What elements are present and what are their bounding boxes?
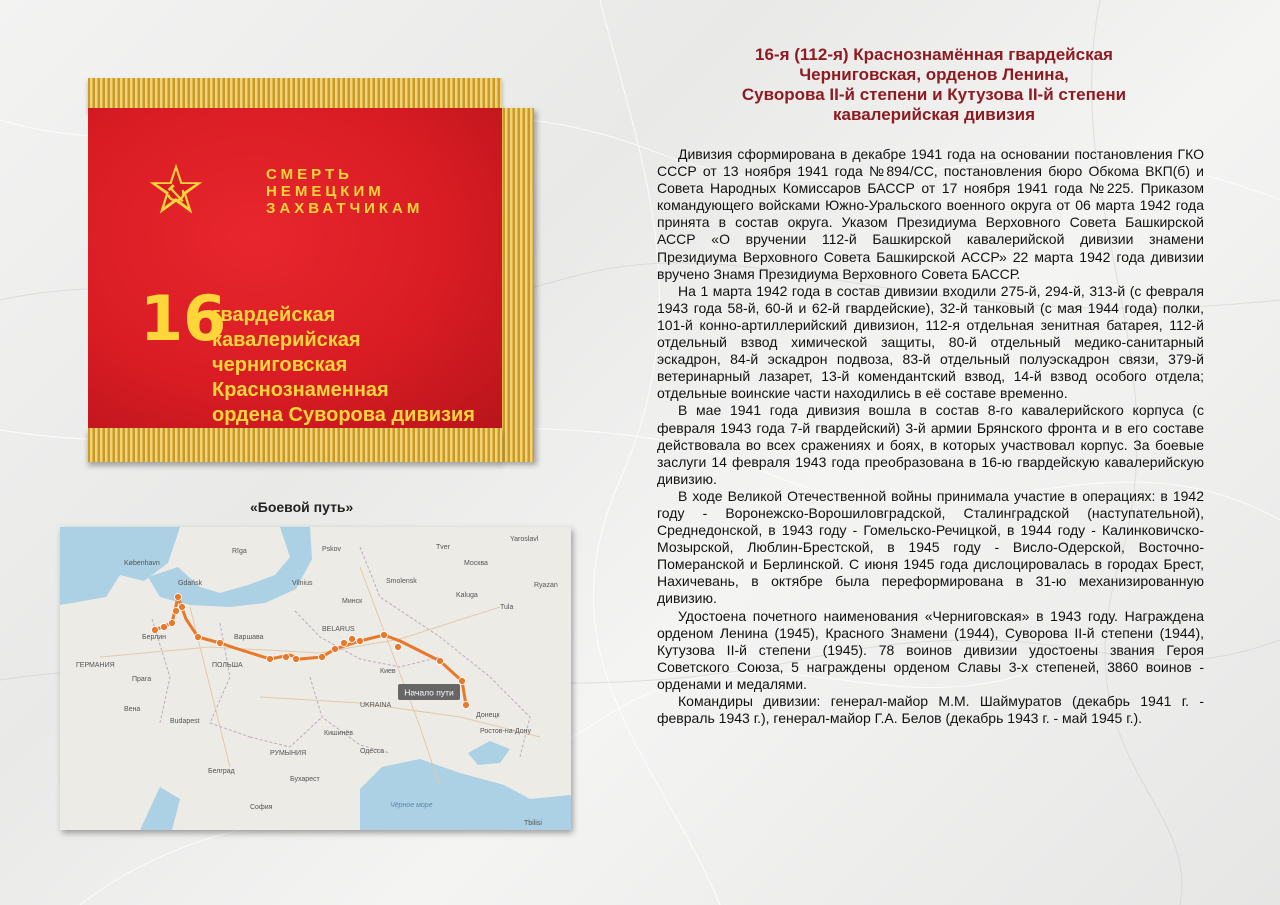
route-pin: [463, 702, 470, 709]
map-label: Tbilisi: [524, 820, 542, 827]
route-pin: [319, 654, 326, 661]
division-line: Краснознаменная: [212, 379, 389, 401]
division-line: гвардейская: [212, 304, 336, 326]
banner-fringe-bottom: [88, 428, 502, 462]
route-pin: [169, 620, 176, 627]
map-label: Прага: [132, 676, 152, 683]
map-label: Tula: [500, 604, 514, 611]
paragraph-composition: На 1 марта 1942 года в состав дивизии входили 275-й, 294-й, 313-й (с февраля 1943 года 58-й, 60-й и 62-й гвардейские), 32-й танковый (с мая 1944 года) полки, 101-й конно-артиллерийский дивизион, 112-я отдельная зенитная батарея, 112-й отдельный взвод химической защиты, 80-й отдельный медико-санитарный эскадрон, 84-й эскадрон подвоза, 83-й отдельный полуэскадрон связи, 379-й ветеринарный лазарет, 13-й комендантский взвод, 14-й взвод особого отдела; отдельные воинские части находились в её составе временно.: [657, 282, 1204, 402]
map-label: Kaluga: [456, 592, 478, 599]
map-label: Budapest: [170, 718, 200, 725]
route-pin: [293, 656, 300, 663]
map-label: Ростов-на-Дону: [480, 728, 531, 735]
map-label: UKRAINA: [360, 702, 392, 709]
route-pin: [349, 636, 356, 643]
route-pin: [395, 644, 402, 651]
paragraph-operations: В ходе Великой Отечественной войны принимала участие в операциях: в 1942 году - Воронежско-Ворошиловградской, Сталинградской (наступательной), Среднедонской, в 1943 году - Гомельско-Речицкой, в 1944 году - Калинковичско-Мозырской, Люблин-Брестской, в 1945 году - Висло-Одерской, Восточно-Померанской и Берлинской. С июня 1945 года дислоцировалась в городах Брест, Нахичевань, в октябре была переформирована в 31-ю механизированную дивизию.: [657, 487, 1204, 607]
title-line: 16-я (112-я) Краснознамённая гвардейская: [755, 45, 1113, 64]
motto-line: ЗАХВАТЧИКАМ: [266, 200, 424, 217]
route-pin: [175, 594, 182, 601]
map-label: Бухарест: [290, 776, 320, 783]
banner: [88, 78, 538, 462]
start-label: Начало пути: [404, 687, 454, 698]
map-label: Белград: [208, 768, 235, 775]
route-pin: [459, 678, 466, 685]
division-line: кавалерийская: [212, 329, 361, 351]
map-label: Варшава: [234, 634, 264, 641]
map-label: Кишинёв: [324, 730, 353, 737]
motto-line: СМЕРТЬ: [266, 166, 353, 183]
map-label: Rīga: [232, 548, 247, 555]
star-hammer-sickle-icon: [148, 162, 204, 216]
route-pin: [195, 634, 202, 641]
division-line: черниговская: [212, 354, 348, 376]
division-number: 16: [140, 282, 227, 355]
banner-motto: [266, 166, 423, 217]
map-label: Вена: [124, 706, 141, 713]
page-title: [658, 45, 1210, 125]
map-label: Pskov: [322, 546, 342, 553]
route-pin: [341, 640, 348, 647]
route-start-callout: [398, 684, 460, 700]
battle-path-map: [60, 527, 571, 830]
map-label: Gdańsk: [178, 580, 203, 587]
route-pin: [267, 656, 274, 663]
map-label: Yaroslavl: [510, 536, 539, 543]
map-title: «Боевой путь»: [250, 499, 354, 515]
route-pin: [152, 627, 159, 634]
map-label: Киев: [380, 668, 396, 675]
route-pin: [437, 658, 444, 665]
paragraph-awards: Удостоена почетного наименования «Черниговская» в 1943 году. Награждена орденом Ленина (1945), Красного Знамени (1944), Суворова II-й степени (1944), Кутузова II-й степени (1945). 78 воинов дивизии удостоены звания Героя Советского Союза, 5 награждены орденом Славы 3-х степеней, 3860 воинов - орденами и медалями.: [657, 607, 1204, 692]
map-label: Донецк: [476, 712, 500, 719]
banner-cloth: [88, 108, 502, 430]
map-label: ГЕРМАНИЯ: [76, 662, 115, 669]
route-pin: [381, 632, 388, 639]
route-pin: [283, 654, 290, 661]
route-pin: [161, 624, 168, 631]
route-pin: [217, 640, 224, 647]
title-line: Черниговская, орденов Ленина,: [799, 65, 1069, 84]
map-label: Smolensk: [386, 578, 417, 585]
map-label: BELARUS: [322, 626, 355, 633]
map-label: Одесса: [360, 748, 385, 755]
map-label: РУМЫНИЯ: [270, 750, 307, 757]
map-label: Москва: [464, 560, 488, 567]
map-label: Tver: [436, 544, 450, 551]
map-label: Берлин: [142, 634, 167, 641]
route-pin: [332, 646, 339, 653]
motto-line: НЕМЕЦКИМ: [266, 183, 385, 200]
map-label: København: [124, 560, 160, 567]
banner-division-name: [212, 303, 475, 428]
division-line: ордена Суворова дивизия: [212, 404, 475, 426]
map-label: София: [250, 804, 273, 811]
banner-fringe-right: [498, 108, 534, 462]
paragraph-formation: Дивизия сформирована в декабре 1941 года на основании постановления ГКО СССР от 13 ноября 1941 года №894/СС, постановления бюро Обкома ВКП(б) и Совета Народных Комиссаров БАССР от 17 ноября 1941 года №225. Приказом командующего войсками Южно-Уральского военного округа от 06 марта 1942 года принята в состав округа. Указом Президиума Верховного Совета Башкирской АССР «О вручении 112-й Башкирской кавалерийской дивизии знамени Президиума Верховного Совета Башкирской АССР» 22 марта 1942 года дивизии вручено Знамя Президиума Верховного Совета БАССР.: [657, 146, 1204, 282]
history-text: [657, 146, 1204, 727]
map-label: Vilnius: [292, 580, 313, 587]
map-label: Минск: [342, 598, 363, 605]
title-line: кавалерийская дивизия: [833, 105, 1035, 124]
paragraph-corps: В мае 1941 года дивизия вошла в состав 8-го кавалерийского корпуса (с февраля 1943 года 7-й гвардейский) 3-й армии Брянского фронта и в его составе действовала во всех сражениях и боях, в которых участвовал корпус. За боевые заслуги 14 февраля 1943 года преобразована в 16-ю гвардейскую кавалерийскую дивизию.: [657, 402, 1204, 487]
banner-fringe-top: [88, 78, 502, 112]
map-label: Ryazan: [534, 582, 558, 589]
paragraph-commanders: Командиры дивизии: генерал-майор М.М. Шаймуратов (декабрь 1941 г. - февраль 1943 г.), генерал-майор Г.А. Белов (декабрь 1943 г. - май 1945 г.).: [657, 693, 1204, 727]
route-pin: [357, 638, 364, 645]
route-pin: [179, 604, 186, 611]
map-label-sea: Чёрное море: [390, 802, 433, 809]
title-line: Суворова II-й степени и Кутузова II-й степени: [741, 85, 1127, 104]
map-label: ПОЛЬША: [212, 662, 243, 669]
